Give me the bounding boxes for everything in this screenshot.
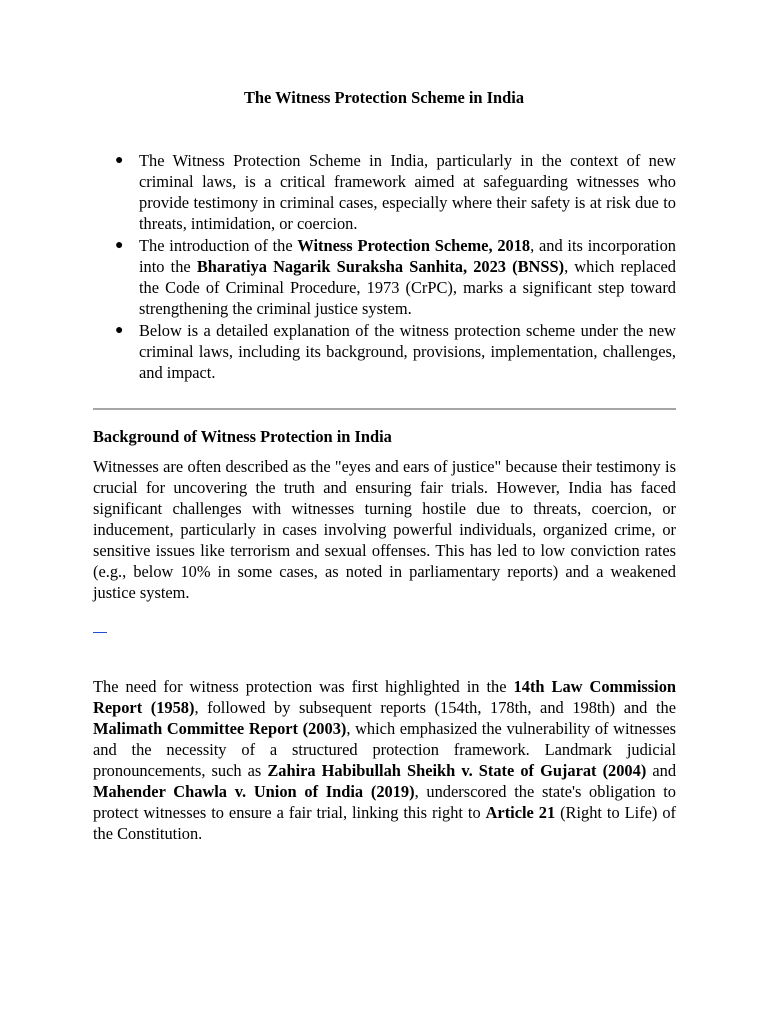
- bullet-text: Below is a detailed explanation of the witness protection scheme under the new criminal laws, including its background, provisions, implementation, challenges, and impact.: [139, 321, 676, 382]
- bullet-text-part: , and its incorporation into the: [139, 236, 677, 276]
- bullet-text-part: , which replaced the Code of Criminal Procedure, 1973 (CrPC), marks a significant step toward strengthening the criminal justice system.: [139, 257, 677, 318]
- bold-term: 14th Law Commission Report (1958): [93, 677, 677, 717]
- bold-term: Witness Protection Scheme, 2018: [297, 236, 531, 255]
- bold-term: Zahira Habibullah Sheikh v. State of Gujarat (2004): [267, 761, 647, 780]
- para-text-part: The need for witness protection was first highlighted in the: [93, 677, 514, 696]
- bold-term: Mahender Chawla v. Union of India (2019): [93, 782, 415, 801]
- bullet-text-part: The introduction of the: [139, 236, 298, 255]
- para-text-part: , which emphasized the vulnerability of witnesses and the necessity of a structured protection framework. Landmark judicial pronouncements, such as: [93, 719, 676, 780]
- bullet-item: [93, 320, 676, 383]
- bullet-text: The Witness Protection Scheme in India, particularly in the context of new criminal laws, is a critical framework aimed at safeguarding witnesses who provide testimony in criminal cases, especially where their safety is at risk due to threats, intimidation, or coercion.: [139, 151, 676, 233]
- bold-term: Malimath Committee Report (2003): [93, 719, 347, 738]
- page-title: The Witness Protection Scheme in India: [243, 88, 525, 107]
- empty-hyperlink[interactable]: [93, 618, 107, 633]
- bold-term: Article 21: [485, 803, 556, 822]
- intro-bullet-list: [93, 150, 676, 384]
- bullet-item: [93, 235, 676, 319]
- bullet-item: [93, 150, 676, 234]
- bullet-icon: ●: [115, 323, 124, 338]
- para-text-part: (Right to Life) of the Constitution.: [93, 803, 676, 843]
- para-text-part: and: [646, 761, 677, 780]
- para-text-part: , underscored the state's obligation to protect witnesses to ensure a fair trial, linking this right to: [93, 782, 676, 822]
- history-paragraph: [93, 676, 676, 844]
- bullet-icon: ●: [115, 238, 124, 253]
- horizontal-divider: [93, 408, 676, 410]
- bold-term: Bharatiya Nagarik Suraksha Sanhita, 2023 (BNSS): [196, 257, 565, 276]
- section-heading: Background of Witness Protection in India: [93, 427, 392, 446]
- background-paragraph: Witnesses are often described as the "eyes and ears of justice" because their testimony is crucial for uncovering the truth and ensuring fair trials. However, India has faced significant challenges with witnesses turning hostile due to threats, coercion, or inducement, particularly in cases involving powerful individuals, organized crime, or sensitive issues like terrorism and sexual offenses. This has led to low conviction rates (e.g., below 10% in some cases, as noted in parliamentary reports) and a weakened justice system.: [93, 457, 676, 602]
- bullet-icon: ●: [115, 153, 124, 168]
- para-text-part: , followed by subsequent reports (154th, 178th, and 198th) and the: [194, 698, 676, 717]
